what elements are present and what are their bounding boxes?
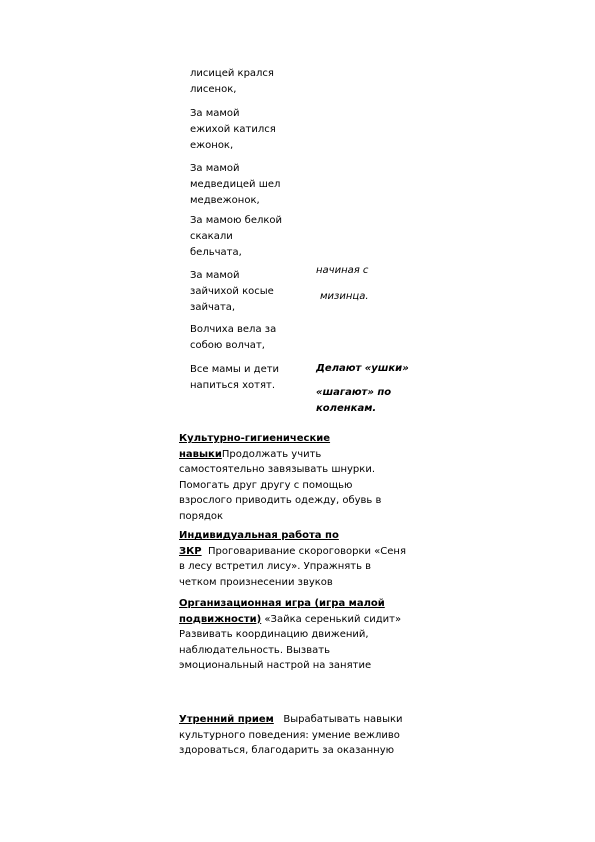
section-text: здороваться, благодарить за оказанную [179,745,395,756]
poem-line: За мамой [190,270,240,281]
poem-line: За мамой [190,163,240,174]
poem-line: ежонок, [190,140,234,151]
section-game [179,596,419,674]
poem-line: напиться хотят. [190,380,275,391]
section-text: Развивать координацию движений, [179,629,369,640]
section-text: Помогать друг другу с помощью [179,479,353,491]
poem-line: лисенок, [190,84,237,95]
poem-line: скакали [190,231,233,242]
section-text: наблюдательность. Вызвать [179,644,330,656]
poem-line: медведицей шел [190,179,281,190]
section-text: Продолжать учить [221,448,322,460]
section-heading: Утренний прием [179,714,274,725]
note-line: «шагают» по [316,387,392,398]
section-morning [179,712,419,759]
note-line: Делают «ушки» [316,363,409,374]
section-text: Проговаривание скороговорки «Сеня [207,545,406,557]
section-heading: подвижности) [179,613,262,625]
section-heading: Организационная игра (игра малой [179,598,385,609]
poem-line: зайчихой косые [190,286,274,297]
poem-line: Все мамы и дети [190,364,280,375]
section-heading: Культурно-гигиенические [179,433,331,444]
section-text: взрослого приводить одежду, обувь в [179,495,382,506]
section-text: «Зайка серенький сидит» [264,613,402,625]
section-individual [179,528,419,590]
poem-line: За мамою белкой [190,215,283,226]
poem-line: лисицей крался [190,68,274,79]
note-line: коленкам. [316,403,377,414]
poem-line: зайчата, [190,302,236,313]
poem-line: ежихой катился [190,124,276,135]
note-line: начиная с [316,265,369,276]
section-text: порядок [179,510,224,522]
section-text: четком произнесении звуков [179,576,333,588]
section-heading: Индивидуальная работа по [179,530,339,541]
section-text: самостоятельно завязывать шнурки. [179,464,376,475]
note-line: мизинца. [320,291,369,302]
poem-line: За мамой [190,108,240,119]
section-text: эмоциональный настрой на занятие [179,660,372,671]
poem-line: собою волчат, [190,340,265,351]
poem-line: Волчиха вела за [190,324,277,335]
section-text: Вырабатывать навыки [283,714,403,725]
section-hygiene [179,431,419,524]
section-heading: ЗКР [179,545,202,557]
section-heading: навыки [179,448,222,460]
poem-line: бельчата, [190,247,242,258]
section-text: в лесу встретил лису». Упражнять в [179,561,372,572]
section-text: культурного поведения: умение вежливо [179,729,400,741]
poem-line: медвежонок, [190,195,260,206]
